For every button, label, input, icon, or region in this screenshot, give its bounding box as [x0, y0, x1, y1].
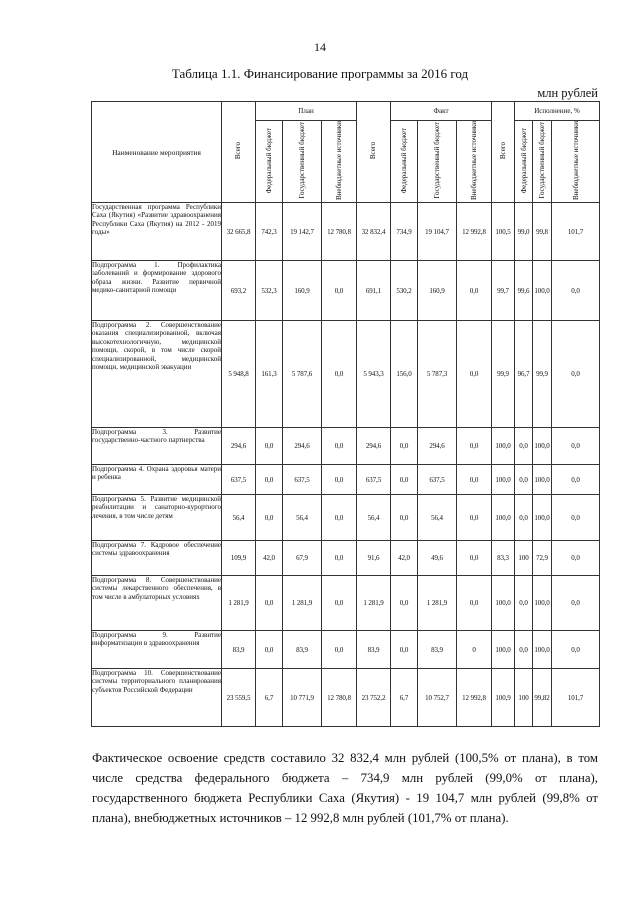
row-value: 6,7: [391, 669, 418, 727]
header-exec-extra: Внебюджетные источники: [552, 121, 600, 203]
row-value: 0,0: [322, 576, 357, 631]
row-value: 637,5: [357, 465, 391, 495]
row-value: 49,6: [418, 541, 457, 576]
row-value: 637,5: [222, 465, 256, 495]
row-value: 99,82: [533, 669, 552, 727]
header-fact: Факт: [391, 102, 492, 121]
row-value: 0,0: [457, 465, 492, 495]
row-name: Подпрограмма 4. Охрана здоровья матери и ребенка: [92, 465, 222, 495]
header-fact-state: Государственный бюджет: [418, 121, 457, 203]
row-value: 161,3: [256, 321, 283, 428]
row-value: 0,0: [457, 576, 492, 631]
header-plan-state: Государственный бюджет: [283, 121, 322, 203]
row-value: 72,9: [533, 541, 552, 576]
table-row: [92, 261, 600, 321]
row-value: 83,9: [418, 631, 457, 669]
row-value: 100,0: [533, 465, 552, 495]
row-value: 5 787,6: [283, 321, 322, 428]
row-value: 294,6: [283, 428, 322, 465]
header-plan-total: Всего: [222, 102, 256, 203]
row-value: 10 771,9: [283, 669, 322, 727]
row-value: 0,0: [515, 428, 533, 465]
table-row: [92, 203, 600, 261]
row-value: 294,6: [418, 428, 457, 465]
row-value: 160,9: [283, 261, 322, 321]
row-value: 0,0: [256, 576, 283, 631]
row-value: 19 104,7: [418, 203, 457, 261]
row-value: 0,0: [457, 541, 492, 576]
row-value: 0,0: [256, 465, 283, 495]
row-value: 0,0: [391, 495, 418, 541]
row-value: 530,2: [391, 261, 418, 321]
row-value: 42,0: [256, 541, 283, 576]
header-plan: План: [256, 102, 357, 121]
row-value: 6,7: [256, 669, 283, 727]
row-value: 100,9: [492, 669, 515, 727]
row-value: 23 559,5: [222, 669, 256, 727]
row-value: 99,7: [492, 261, 515, 321]
row-name: Подпрограмма 3. Развитие государственно-частного партнерства: [92, 428, 222, 465]
row-name: Подпрограмма 9. Развитие информатизации в здравоохранения: [92, 631, 222, 669]
row-value: 5 943,3: [357, 321, 391, 428]
row-value: 99,9: [533, 321, 552, 428]
header-exec-total: Всего: [492, 102, 515, 203]
header-fact-federal: Федеральный бюджет: [391, 121, 418, 203]
row-value: 100,0: [533, 261, 552, 321]
financing-table: [91, 101, 600, 727]
row-name: Подпрограмма 10. Совершенствование системы территориального планирования субъектов Российской Федерации: [92, 669, 222, 727]
row-value: 0,0: [322, 321, 357, 428]
row-value: 0,0: [457, 261, 492, 321]
row-value: 742,3: [256, 203, 283, 261]
row-value: 0,0: [322, 495, 357, 541]
row-value: 0,0: [322, 428, 357, 465]
row-value: 56,4: [418, 495, 457, 541]
row-value: 0,0: [552, 261, 600, 321]
row-value: 0,0: [552, 428, 600, 465]
row-value: 0: [457, 631, 492, 669]
row-value: 0,0: [457, 428, 492, 465]
row-value: 32 665,8: [222, 203, 256, 261]
table-row: [92, 495, 600, 541]
row-value: 100,0: [492, 495, 515, 541]
row-value: 56,4: [357, 495, 391, 541]
row-value: 101,7: [552, 669, 600, 727]
table-row: [92, 669, 600, 727]
row-value: 12 780,8: [322, 203, 357, 261]
row-value: 0,0: [515, 465, 533, 495]
row-value: 99,6: [515, 261, 533, 321]
row-value: 0,0: [552, 631, 600, 669]
row-value: 0,0: [552, 541, 600, 576]
header-plan-federal: Федеральный бюджет: [256, 121, 283, 203]
row-value: 0,0: [256, 495, 283, 541]
row-value: 99,9: [492, 321, 515, 428]
table-row: [92, 631, 600, 669]
row-value: 83,3: [492, 541, 515, 576]
row-value: 42,0: [391, 541, 418, 576]
row-value: 67,9: [283, 541, 322, 576]
table-row: [92, 321, 600, 428]
table-row: [92, 541, 600, 576]
row-value: 532,3: [256, 261, 283, 321]
row-value: 83,9: [357, 631, 391, 669]
row-value: 637,5: [283, 465, 322, 495]
row-name: Подпрограмма 8. Совершенствование системы лекарственного обеспечения, в том числе в амбулаторных условиях: [92, 576, 222, 631]
row-value: 83,9: [283, 631, 322, 669]
row-value: 12 992,8: [457, 669, 492, 727]
row-value: 109,9: [222, 541, 256, 576]
header-execution: Исполнение, %: [515, 102, 600, 121]
row-value: 0,0: [457, 321, 492, 428]
row-value: 160,9: [418, 261, 457, 321]
header-exec-state: Государственный бюджет: [533, 121, 552, 203]
row-value: 10 752,7: [418, 669, 457, 727]
row-value: 100,0: [533, 631, 552, 669]
row-value: 100,0: [533, 576, 552, 631]
summary-paragraph: Фактическое освоение средств составило 32 832,4 млн рублей (100,5% от плана), в том числе средства федерального бюджета – 734,9 млн рублей (99,0% от плана), государственного бюджета Республики Саха (Якутия) - 19 104,7 млн рублей (99,8% от плана), внебюджетных источников – 12 992,8 млн рублей (101,7% от плана).: [92, 751, 598, 825]
row-value: 294,6: [357, 428, 391, 465]
header-exec-federal: Федеральный бюджет: [515, 121, 533, 203]
row-value: 100,0: [492, 576, 515, 631]
row-value: 100,0: [492, 428, 515, 465]
row-value: 1 281,9: [283, 576, 322, 631]
row-value: 23 752,2: [357, 669, 391, 727]
row-value: 5 787,3: [418, 321, 457, 428]
row-value: 294,6: [222, 428, 256, 465]
row-value: 0,0: [552, 495, 600, 541]
row-value: 0,0: [391, 576, 418, 631]
table-row: [92, 576, 600, 631]
row-value: 0,0: [457, 495, 492, 541]
header-fact-total: Всего: [357, 102, 391, 203]
row-name: Подпрограмма 2. Совершенствование оказания специализированной, включая высокотехнологичную, медицинской помощи, скорой, в том числе скорой специализированной, медицинской помощи, медицинской эвакуации: [92, 321, 222, 428]
header-plan-extra: Внебюджетные источники: [322, 121, 357, 203]
row-value: 0,0: [515, 495, 533, 541]
table-row: [92, 428, 600, 465]
row-value: 637,5: [418, 465, 457, 495]
table-row: [92, 465, 600, 495]
row-value: 691,1: [357, 261, 391, 321]
header-fact-extra: Внебюджетные источники: [457, 121, 492, 203]
page-number: 14: [314, 40, 326, 54]
table-title: Таблица 1.1. Финансирование программы за 2016 год: [171, 66, 469, 81]
row-value: 101,7: [552, 203, 600, 261]
row-value: 96,7: [515, 321, 533, 428]
row-name: Подпрограмма 5. Развитие медицинской реабилитации и санаторно-курортного лечения, в том числе детям: [92, 495, 222, 541]
row-value: 156,0: [391, 321, 418, 428]
row-value: 1 281,9: [418, 576, 457, 631]
row-value: 0,0: [515, 631, 533, 669]
row-value: 12 992,8: [457, 203, 492, 261]
row-value: 19 142,7: [283, 203, 322, 261]
row-value: 1 281,9: [222, 576, 256, 631]
row-value: 100,5: [492, 203, 515, 261]
row-value: 0,0: [552, 576, 600, 631]
row-value: 99,8: [533, 203, 552, 261]
unit-label: млн рублей: [537, 86, 598, 100]
row-value: 0,0: [256, 428, 283, 465]
row-value: 0,0: [322, 465, 357, 495]
row-value: 0,0: [391, 428, 418, 465]
row-value: 32 832,4: [357, 203, 391, 261]
row-value: 0,0: [322, 261, 357, 321]
row-name: Подпрограмма 1. Профилактика заболеваний и формирование здорового образа жизни. Развитие первичной медико-санитарной помощи: [92, 261, 222, 321]
row-value: 12 780,8: [322, 669, 357, 727]
row-value: 100: [515, 669, 533, 727]
row-value: 693,2: [222, 261, 256, 321]
row-value: 56,4: [283, 495, 322, 541]
row-name: Подпрограмма 7. Кадровое обеспечение системы здравоохранения: [92, 541, 222, 576]
row-value: 734,9: [391, 203, 418, 261]
row-value: 100,0: [533, 428, 552, 465]
row-value: 0,0: [256, 631, 283, 669]
row-value: 0,0: [552, 321, 600, 428]
row-value: 0,0: [391, 631, 418, 669]
row-value: 100,0: [533, 495, 552, 541]
row-value: 1 281,9: [357, 576, 391, 631]
row-value: 0,0: [322, 631, 357, 669]
row-value: 100: [515, 541, 533, 576]
row-value: 83,9: [222, 631, 256, 669]
row-value: 100,0: [492, 631, 515, 669]
row-name: Государственная программа Республики Саха (Якутия) «Развитие здравоохранения Республики Саха (Якутия) на 2012 - 2019 годы»: [92, 203, 222, 261]
header-name: Наименование мероприятия: [92, 102, 222, 203]
row-value: 0,0: [322, 541, 357, 576]
row-value: 5 948,8: [222, 321, 256, 428]
row-value: 91,6: [357, 541, 391, 576]
row-value: 0,0: [391, 465, 418, 495]
row-value: 0,0: [552, 465, 600, 495]
row-value: 99,0: [515, 203, 533, 261]
row-value: 100,0: [492, 465, 515, 495]
row-value: 56,4: [222, 495, 256, 541]
row-value: 0,0: [515, 576, 533, 631]
